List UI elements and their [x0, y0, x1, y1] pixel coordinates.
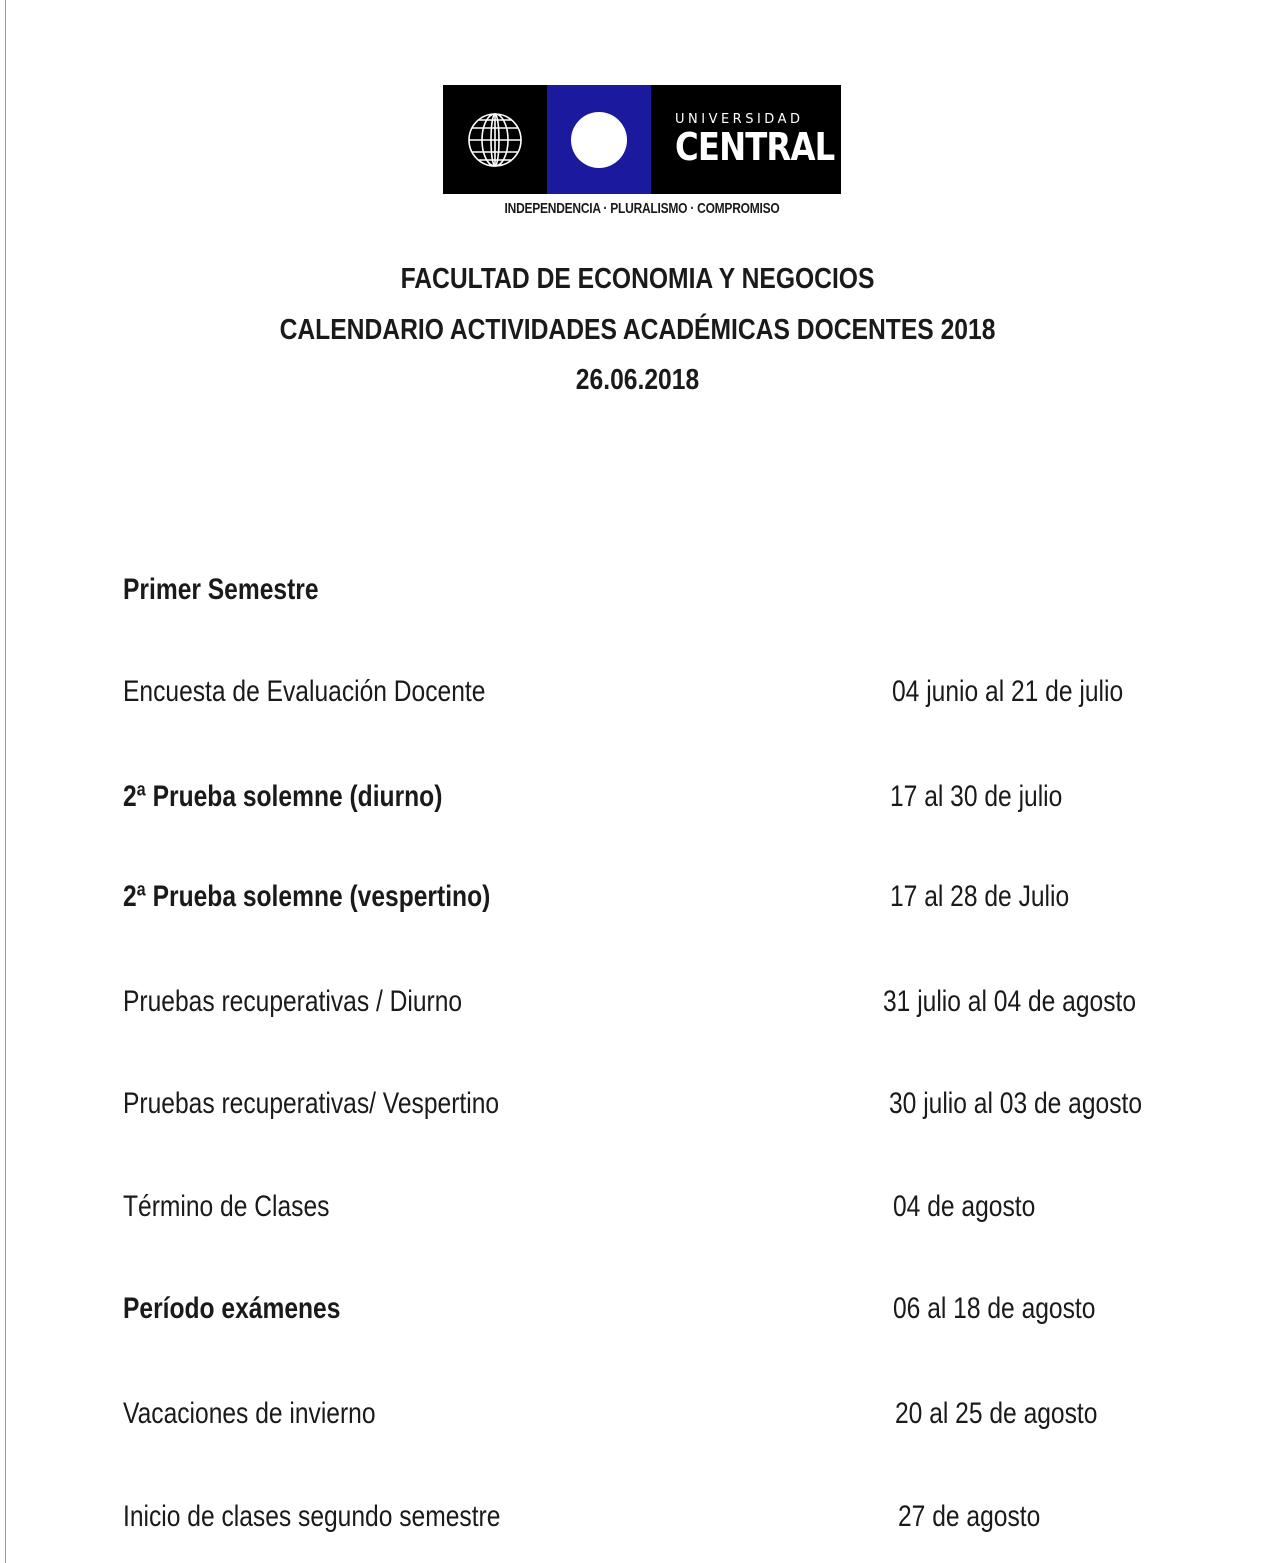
logo-small-text: UNIVERSIDAD	[675, 112, 804, 127]
logo-tagline: INDEPENDENCIA · PLURALISMO · COMPROMISO	[504, 200, 780, 217]
activity-date: 30 julio al 03 de agosto	[889, 1087, 1143, 1120]
activity-label: Inicio de clases segundo semestre	[123, 1500, 501, 1533]
activity-label: 2ª Prueba solemne (vespertino)	[123, 880, 491, 913]
activity-date: 04 de agosto	[893, 1190, 1036, 1223]
activity-label: Encuesta de Evaluación Docente	[123, 675, 486, 708]
activity-date: 17 al 28 de Julio	[890, 880, 1070, 913]
faculty-title: FACULTAD DE ECONOMIA Y NEGOCIOS	[400, 263, 875, 295]
activity-label: Término de Clases	[123, 1190, 330, 1223]
logo-globe-panel	[443, 85, 547, 194]
activity-date: 27 de agosto	[898, 1500, 1041, 1533]
logo-wordmark	[651, 85, 841, 194]
calendar-title: CALENDARIO ACTIVIDADES ACADÉMICAS DOCENTES 2018	[279, 314, 996, 346]
page-left-border	[5, 0, 6, 1563]
activity-label: Vacaciones de invierno	[123, 1397, 376, 1430]
logo-big-text: CENTRAL	[675, 125, 835, 169]
activity-label: Pruebas recuperativas / Diurno	[123, 985, 463, 1018]
university-logo	[443, 85, 841, 194]
disc-icon	[571, 112, 627, 168]
activity-label: Período exámenes	[123, 1292, 341, 1325]
activity-date: 17 al 30 de julio	[890, 780, 1063, 813]
activity-date: 06 al 18 de agosto	[893, 1292, 1096, 1325]
activity-date: 31 julio al 04 de agosto	[883, 985, 1137, 1018]
section-title: Primer Semestre	[123, 573, 319, 606]
globe-icon	[465, 110, 525, 170]
calendar-date: 26.06.2018	[575, 364, 700, 396]
activity-date: 04 junio al 21 de julio	[892, 675, 1124, 708]
logo-blue-panel	[547, 85, 651, 194]
activity-date: 20 al 25 de agosto	[895, 1397, 1098, 1430]
activity-label: 2ª Prueba solemne (diurno)	[123, 780, 443, 813]
activity-label: Pruebas recuperativas/ Vespertino	[123, 1087, 500, 1120]
